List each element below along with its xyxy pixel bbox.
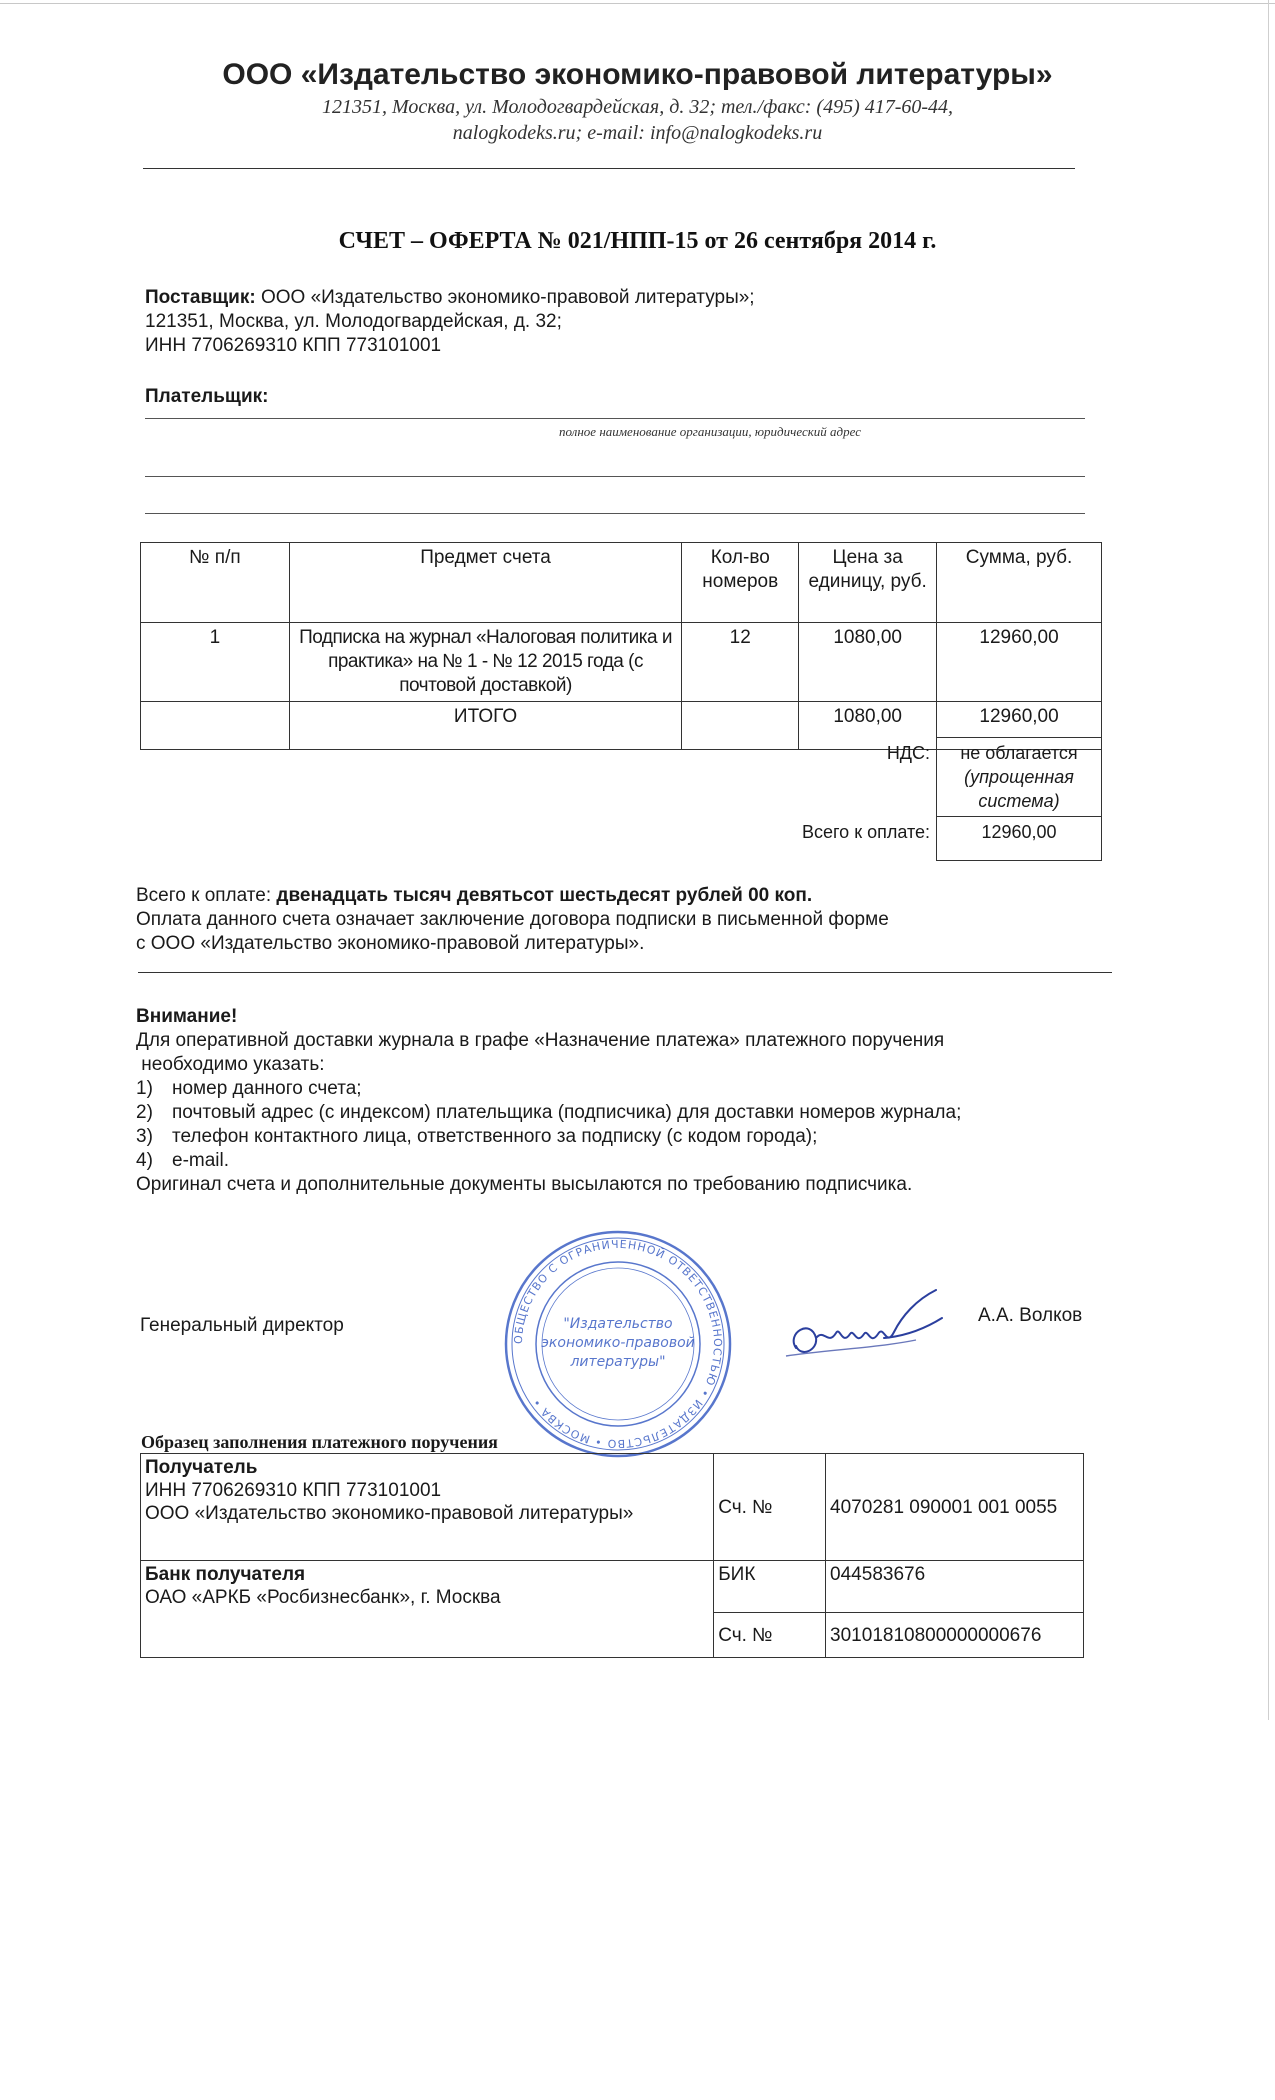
recipient-cell bbox=[141, 1454, 714, 1561]
director-name: А.А. Волков bbox=[978, 1305, 1083, 1326]
corr-account: 30101810800000000676 bbox=[826, 1613, 1084, 1658]
page-edge bbox=[1268, 0, 1269, 1720]
invoice-table bbox=[140, 542, 1102, 750]
payer-line-3 bbox=[145, 513, 1085, 514]
bank-cell bbox=[141, 1561, 714, 1658]
section-divider bbox=[138, 972, 1112, 973]
row-price: 1080,00 bbox=[799, 623, 937, 702]
list-item: 4) e-mail. bbox=[136, 1150, 230, 1171]
header-divider bbox=[143, 168, 1075, 169]
totals-table bbox=[140, 737, 1102, 861]
recipient-name: ООО «Издательство экономико-правовой литературы» bbox=[145, 1503, 634, 1524]
vat-row bbox=[140, 738, 1102, 817]
company-address: 121351, Москва, ул. Молодогвардейская, д. 32; тел./факс: (495) 417-60-44, bbox=[321, 96, 954, 118]
scan-edge bbox=[0, 3, 1275, 4]
vat-note: (упрощенная система) bbox=[964, 767, 1074, 811]
offer-note: Оплата данного счета означает заключение договора подписки в письменной форме bbox=[136, 909, 889, 930]
payer-line-2 bbox=[145, 476, 1085, 477]
director-signature bbox=[766, 1288, 966, 1378]
attention-title: Внимание! bbox=[136, 1006, 238, 1027]
bik-label: БИК bbox=[714, 1561, 826, 1613]
stamp-text-1: "Издательство bbox=[563, 1316, 673, 1332]
amount-words: двенадцать тысяч девятьсот шестьдесят рублей 00 коп. bbox=[276, 885, 813, 906]
amount-words-block bbox=[136, 884, 889, 956]
payer-line bbox=[145, 418, 1085, 419]
table-row bbox=[141, 623, 1102, 702]
recipient-inn: ИНН 7706269310 КПП 773101001 bbox=[145, 1480, 442, 1501]
header-cell: Предмет счета bbox=[289, 543, 681, 623]
due-row bbox=[140, 817, 1102, 861]
supplier-inn: ИНН 7706269310 КПП 773101001 bbox=[145, 335, 442, 356]
stamp-ring-text: ОБЩЕСТВО С ОГРАНИЧЕННОЙ ОТВЕТСТВЕННОСТЬЮ • ИЗДАТЕЛЬСТВО • МОСКВА • bbox=[511, 1237, 725, 1451]
header-cell: № п/п bbox=[141, 543, 290, 623]
amount-prefix: Всего к оплате: bbox=[136, 885, 277, 906]
invoice-title: СЧЕТ – ОФЕРТА № 021/НПП-15 от 26 сентября 2014 г. bbox=[338, 228, 937, 254]
total-price: 1080,00 bbox=[799, 702, 937, 750]
recipient-row bbox=[141, 1454, 1084, 1561]
list-item: 2) почтовый адрес (с индексом) плательщика (подписчика) для доставки номеров журнала; bbox=[136, 1102, 962, 1123]
row-qty: 12 bbox=[682, 623, 799, 702]
supplier-address: 121351, Москва, ул. Молодогвардейская, д. 32; bbox=[145, 311, 562, 332]
header-cell: Кол-во номеров bbox=[682, 543, 799, 623]
company-name: ООО «Издательство экономико-правовой литературы» bbox=[222, 58, 1053, 91]
corr-label: Сч. № bbox=[714, 1613, 826, 1658]
offer-note-2: с ООО «Издательство экономико-правовой литературы». bbox=[136, 933, 645, 954]
payer-hint: полное наименование организации, юридический адрес bbox=[559, 424, 861, 439]
attention-intro: Для оперативной доставки журнала в графе «Назначение платежа» платежного поручения bbox=[136, 1030, 945, 1051]
due-label: Всего к оплате: bbox=[802, 821, 931, 842]
due-value: 12960,00 bbox=[937, 817, 1102, 861]
supplier-name: ООО «Издательство экономико-правовой литературы»; bbox=[255, 287, 755, 308]
total-label: ИТОГО bbox=[289, 702, 681, 750]
bank-name: ОАО «АРКБ «Росбизнесбанк», г. Москва bbox=[145, 1587, 501, 1608]
attention-footer: Оригинал счета и дополнительные документы высылаются по требованию подписчика. bbox=[136, 1174, 913, 1195]
row-subject: Подписка на журнал «Налоговая политика и практика» на № 1 - № 12 2015 года (с почтовой доставкой) bbox=[289, 623, 681, 702]
payment-title: Образец заполнения платежного поручения bbox=[141, 1432, 498, 1452]
company-stamp bbox=[502, 1228, 734, 1460]
stamp-text-2: экономико-правовой bbox=[541, 1335, 695, 1351]
vat-value: не облагается bbox=[960, 743, 1078, 763]
bank-label: Банк получателя bbox=[145, 1564, 306, 1585]
stamp-text-3: литературы" bbox=[570, 1354, 666, 1370]
vat-label: НДС: bbox=[886, 742, 931, 763]
attention-intro-2: необходимо указать: bbox=[136, 1054, 325, 1075]
list-item: 3) телефон контактного лица, ответственного за подписку (с кодом города); bbox=[136, 1126, 818, 1147]
company-contacts: nalogkodeks.ru; e-mail: info@nalogkodeks.ru bbox=[452, 122, 823, 144]
payer-label: Плательщик: bbox=[145, 386, 269, 407]
payment-table bbox=[140, 1453, 1084, 1658]
recipient-label: Получатель bbox=[145, 1457, 258, 1478]
bank-row bbox=[141, 1561, 1084, 1613]
header-cell: Цена за единицу, руб. bbox=[799, 543, 937, 623]
account-label: Сч. № bbox=[714, 1454, 826, 1561]
supplier-block bbox=[145, 286, 755, 358]
attention-block bbox=[136, 1005, 961, 1197]
supplier-label: Поставщик: bbox=[145, 287, 256, 308]
table-header-row bbox=[141, 543, 1102, 623]
row-number: 1 bbox=[141, 623, 290, 702]
list-item: 1) номер данного счета; bbox=[136, 1078, 362, 1099]
header-cell: Сумма, руб. bbox=[937, 543, 1102, 623]
row-sum: 12960,00 bbox=[937, 623, 1102, 702]
total-sum: 12960,00 bbox=[937, 702, 1102, 750]
vat-value-cell bbox=[937, 738, 1102, 817]
bik-value: 044583676 bbox=[826, 1561, 1084, 1613]
account-number: 4070281 090001 001 0055 bbox=[826, 1454, 1084, 1561]
director-position: Генеральный директор bbox=[140, 1315, 344, 1336]
